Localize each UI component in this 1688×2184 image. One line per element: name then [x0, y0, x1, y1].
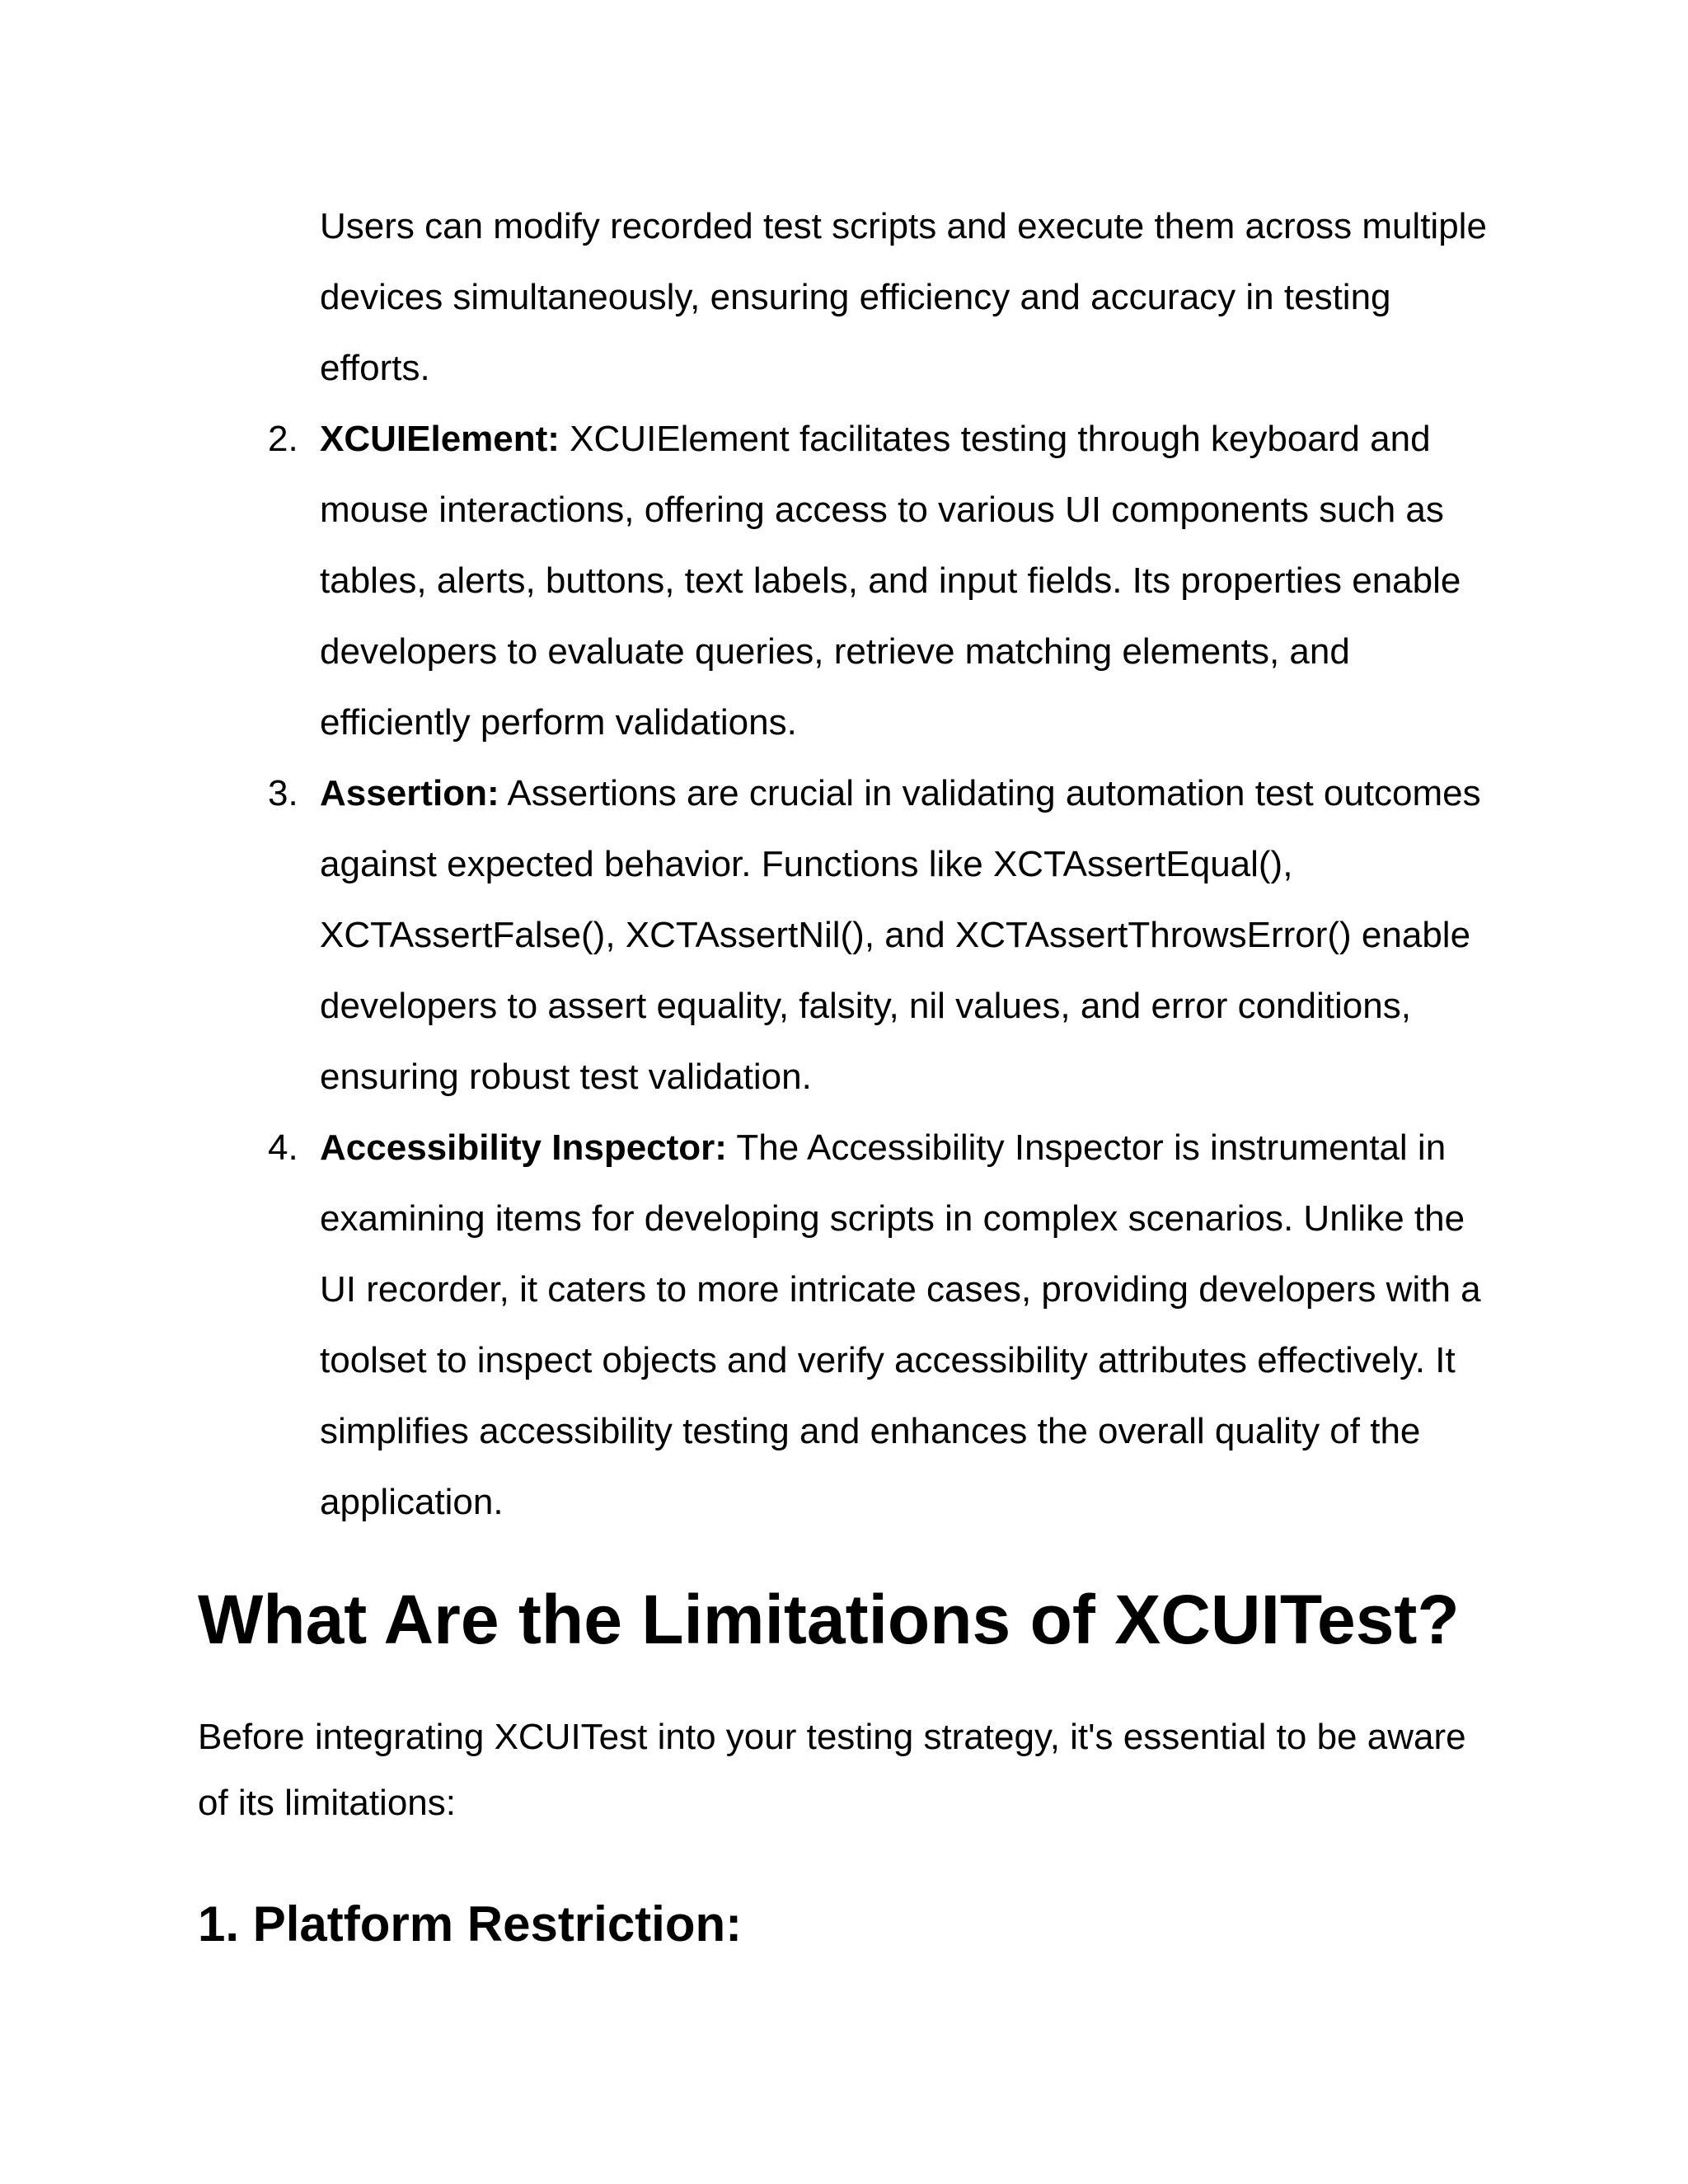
list-item	[0, 1113, 1507, 1538]
subsection-title: 1. Platform Restriction:	[198, 1896, 743, 1952]
intro-paragraph: Before integrating XCUITest into your testing strategy, it's essential to be aware of its limitations:	[198, 1717, 1466, 1823]
list-item-text: XCUIElement facilitates testing through keyboard and mouse interactions, offering access to various UI components such as tables, alerts, buttons, text labels, and input fields. Its properties enable developers to evaluate queries, retrieve matching elements, and efficiently perform validations.	[320, 419, 1461, 743]
list-item	[0, 404, 1507, 758]
list-item-text: The Accessibility Inspector is instrumental in examining items for developing scripts in complex scenarios. Unlike the UI recorder, it caters to more intricate cases, providing developers with a toolset to inspect objects and verify accessibility attributes effectively. It simplifies accessibility testing and enhances the overall quality of the application.	[320, 1127, 1481, 1522]
list-item-number: 3.	[268, 773, 298, 813]
section-title: What Are the Limitations of XCUITest?	[198, 1581, 1460, 1658]
list-item-text: Assertions are crucial in validating automation test outcomes against expected behavior. Functions like XCTAssertEqual(), XCTAssertFalse(), XCTAssertNil(), and XCTAssertThrowsError() enable developers to assert equality, falsity, nil values, and error conditions, ensuring robust test validation.	[320, 773, 1481, 1097]
list-item-term: XCUIElement:	[320, 419, 560, 459]
features-list	[0, 404, 1688, 1538]
list-item-term: Assertion:	[320, 773, 499, 813]
list-item-term: Accessibility Inspector:	[320, 1127, 727, 1168]
list-item-1-continuation: Users can modify recorded test scripts and execute them across multiple devices simultaneously, ensuring efficiency and accuracy in testing efforts.	[320, 206, 1487, 388]
list-item-number: 4.	[268, 1127, 298, 1168]
list-item	[0, 758, 1507, 1113]
list-item-number: 2.	[268, 419, 298, 459]
